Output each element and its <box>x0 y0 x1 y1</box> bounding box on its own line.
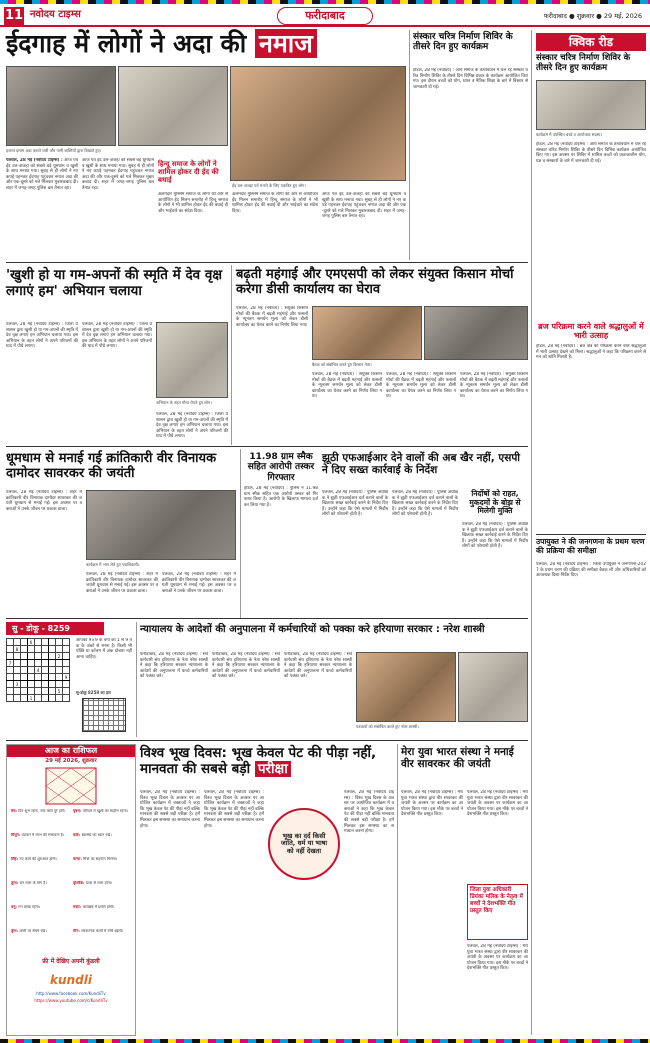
story1-headline-highlight: नमाज <box>255 29 317 58</box>
color-bar <box>0 0 650 4</box>
sudoku-cell[interactable] <box>49 674 56 681</box>
story3-body: पलवल, 28 मई (नवोदय टाइम्स) : जिला प्रशासन द्वारा खुशी हो या गम-अपनों की स्मृति में देव वृक्ष लगाएं हम अभियान चलाया गया। इस अभियान के तहत लोगों ने अपने परिजनों की याद में पौधे लगाए। <box>6 322 78 350</box>
photo-savarkar-event <box>86 490 236 560</box>
sudoku-cell[interactable] <box>28 674 35 681</box>
kundli-ad-title: फ्री में देखिए अपनी कुंडली <box>42 958 100 965</box>
sudoku-cell[interactable] <box>42 688 49 695</box>
sudoku-cell[interactable] <box>56 646 63 653</box>
story6-headline: 11.98 ग्राम स्मैक सहित आरोपी तस्कर गिरफ्तार <box>247 452 315 483</box>
story1-caption-2: ईद उल-अजहा पर्व मनाने के लिए एकत्रित हुए लोग। <box>232 183 306 188</box>
story6-body: होडल, 28 मई (नवोदय) : पुलिस ने 11.98 ग्राम स्मैक सहित एक आरोपी तस्कर को गिरफ्तार किया है। आरोपी के खिलाफ मामला दर्ज कर लिया गया है। <box>244 486 318 508</box>
horoscope-sign-text: नए कार्य की शुरुआत होगी। <box>19 857 57 861</box>
sudoku-cell[interactable] <box>28 667 35 674</box>
story4-body-col4: पलवल, 28 मई (नवोदय) : संयुक्त किसान मोर्चा की बैठक में बढ़ती महंगाई और फसलों के न्यूनतम समर्थन मूल्य को लेकर डीसी कार्यालय का घेराव करने का निर्णय लिया गया। <box>460 372 528 400</box>
horoscope-sign <box>11 833 69 855</box>
horoscope-sign-name: मिथुन: <box>11 833 22 837</box>
story4-caption: बैठक को संबोधित करते हुए किसान नेता। <box>312 362 372 367</box>
sudoku-cell[interactable] <box>42 681 49 688</box>
story4-headline-text: बढ़ती महंगाई और एमएसपी को लेकर संयुक्त किसान मोर्चा करेगा डीसी कार्यालय का घेराव <box>236 267 514 297</box>
sudoku-cell[interactable] <box>21 660 28 667</box>
sudoku-cell[interactable] <box>21 681 28 688</box>
horoscope-sign-name: कर्क: <box>73 833 82 837</box>
kundli-ad-logo <box>11 969 131 989</box>
sudoku-cell[interactable] <box>56 681 63 688</box>
divider <box>397 744 398 1036</box>
sudoku-cell[interactable] <box>28 653 35 660</box>
sudoku-cell[interactable]: 8 <box>14 646 21 653</box>
story2-headline: संस्कार चरित्र निर्माण शिविर के तीसरे दिन हुए कार्यक्रम <box>413 32 513 53</box>
quick-read-caption: कार्यक्रम में उपस्थित बच्चे व आयोजक सदस्य। <box>536 132 602 137</box>
sudoku-cell[interactable] <box>28 660 35 667</box>
sudoku-cell[interactable] <box>42 653 49 660</box>
sudoku-cell[interactable] <box>7 688 14 695</box>
kundli-ad-brand: kundli <box>50 973 92 987</box>
divider <box>136 622 137 737</box>
sudoku-cell[interactable] <box>28 681 35 688</box>
horoscope-sign-text: मित्रों का सहयोग मिलेगा। <box>83 857 118 861</box>
story3-caption: अभियान के तहत पौधा रोपते हुए लोग। <box>156 400 212 405</box>
story7-body-col2: पलवल, 28 मई (नवोदय) : पुलिस अधीक्षक ने झूठी एफआईआर दर्ज कराने वालों के खिलाफ सख्त कार्रवाई करने के निर्देश दिए हैं। उन्होंने कहा कि ऐसे मामलों में निर्दोष लोगों को परेशानी होती है। <box>392 490 458 518</box>
horoscope-kundli-chart <box>45 767 97 805</box>
story10-body-col3: पलवल, 28 मई (नवोदय टाइम्स) : मेरा युवा भारत संस्था द्वारा वीर सावरकर की जयंती के अवसर पर कार्यक्रम का आयोजन किया गया। इस मौके पर बच्चों ने देशभक्ति गीत प्रस्तुत किए। <box>467 944 528 972</box>
sudoku-cell[interactable] <box>35 653 42 660</box>
horoscope-sign-name: वृषभ: <box>73 809 83 813</box>
sudoku-cell[interactable]: 5 <box>56 688 63 695</box>
sudoku-cell[interactable] <box>63 681 70 688</box>
story9-body-col3: पलवल, 28 मई (नवोदय टाइम्स) : विश्व भूख दिवस के अवसर पर आयोजित कार्यक्रम में वक्ताओं ने कहा कि भूख केवल पेट की पीड़ा नहीं बल्कि मानवता की सबसे बड़ी परीक्षा है। हमें मिलकर इस समस्या का समाधान करना होगा। <box>344 790 394 835</box>
story9-headline-main: विश्व भूख दिवस: भूख केवल पेट की पीड़ा नहीं, मानवता की सबसे बड़ी <box>140 745 377 777</box>
horoscope-sign-text: व्यापार में लाभ की संभावना है। <box>21 833 65 837</box>
story10-highlight-box <box>467 884 528 940</box>
horoscope-sign-text: वाणी पर संयम रखें। <box>19 929 47 933</box>
sudoku-cell[interactable] <box>49 695 56 702</box>
photo-idgah-1 <box>6 66 116 146</box>
horoscope-sign-text: रचनात्मक कार्यों में रुचि बढ़ेगी। <box>81 929 124 933</box>
sudoku-cell[interactable] <box>21 639 28 646</box>
sudoku-cell[interactable] <box>7 695 14 702</box>
kundli-ad-youtube[interactable]: https://www.youtube.com/c/KundliTv <box>34 998 108 1003</box>
paper-name: नवोदय टाइम्स <box>30 9 81 20</box>
sudoku-cell[interactable] <box>42 695 49 702</box>
horoscope-sign <box>73 905 131 927</box>
dateline: फरीदाबाद ● शुक्रवार ● 29 मई, 2026 <box>543 12 642 20</box>
horoscope-sign <box>11 929 69 951</box>
sudoku-cell[interactable] <box>56 660 63 667</box>
sudoku-cell[interactable] <box>49 639 56 646</box>
sudoku-cell[interactable] <box>21 646 28 653</box>
sudoku-cell[interactable] <box>56 667 63 674</box>
sudoku-cell[interactable] <box>49 667 56 674</box>
sudoku-cell[interactable] <box>14 653 21 660</box>
story5-body: पलवल, 28 मई (नवोदय टाइम्स) : शहर में क्रांतिकारी वीर विनायक दामोदर सावरकर की जयंती धूमधाम से मनाई गई। इस अवसर पर वक्ताओं ने उनके जीवन पर प्रकाश डाला। <box>6 490 82 512</box>
horoscope-sign <box>73 833 131 855</box>
horoscope-sign <box>11 905 69 927</box>
horoscope-sign-name: कन्या: <box>73 857 84 861</box>
photo-naresh-shastri <box>356 652 456 722</box>
photo-kisan-meeting <box>312 306 422 360</box>
sudoku-cell[interactable] <box>35 646 42 653</box>
story5-headline: धूमधाम से मनाई गई क्रांतिकारी वीर विनायक दामोदर सावरकर की जयंती <box>6 451 217 481</box>
sudoku-cell[interactable] <box>42 674 49 681</box>
sudoku-cell[interactable] <box>7 681 14 688</box>
sudoku-solution-grid <box>82 698 126 732</box>
story8-body: फरीदाबाद, 28 मई (नवोदय टाइम्स) : सर्व कर्मचारी संघ हरियाणा के नेता नरेश शास्त्री ने कहा कि हरियाणा सरकार न्यायालय के आदेशों की अनुपालना में कच्चे कर्मचारियों को पक्का करे। <box>140 652 208 680</box>
horoscope-sign-name: सिंह: <box>11 857 20 861</box>
sudoku-cell[interactable] <box>49 688 56 695</box>
sudoku-cell[interactable] <box>63 646 70 653</box>
sudoku-cell[interactable] <box>21 667 28 674</box>
sudoku-cell[interactable] <box>7 639 14 646</box>
horoscope-sign <box>73 929 131 951</box>
horoscope-sign-name: तुला: <box>11 881 20 885</box>
sudoku-cell[interactable] <box>63 639 70 646</box>
sudoku-cell[interactable]: 3 <box>14 681 21 688</box>
masthead <box>0 5 650 27</box>
horoscope-sign-name: कुंभ: <box>11 929 20 933</box>
horoscope-sign-name: वृश्चिक: <box>73 881 86 885</box>
horoscope-sign-text: मन प्रसन्न रहेगा। <box>18 905 41 909</box>
story1-body-text: आज पर्व ईद उल-अजहा को सबसे बड़े धूमधाम व खुशी के साथ मनाया गया। सुबह से ही लोगों ने नए कपड़े पहनकर ईदगाह पहुंचकर नमाज अदा की और एक-दूसरे को गले मिलकर मुबारकबाद दी। शहर में जगह-जगह पुलिस बल तैनात रहा। <box>6 158 78 191</box>
story4-body-col3: पलवल, 28 मई (नवोदय) : संयुक्त किसान मोर्चा की बैठक में बढ़ती महंगाई और फसलों के न्यूनतम समर्थन मूल्य को लेकर डीसी कार्यालय का घेराव करने का निर्णय लिया गया। <box>386 372 456 400</box>
story1-body-col3: अलमदार मुस्लिम समाज के लोगों की ओर से आयोजित ईद मिलन समारोह में हिन्दू समाज के लोगों ने भी शामिल होकर ईद की बधाई दी और भाईचारे का संदेश दिया। <box>232 192 318 214</box>
story9-body-col2: पलवल, 28 मई (नवोदय टाइम्स) : विश्व भूख दिवस के अवसर पर आयोजित कार्यक्रम में वक्ताओं ने कहा कि भूख केवल पेट की पीड़ा नहीं बल्कि मानवता की सबसे बड़ी परीक्षा है। हमें मिलकर इस समस्या का समाधान करना होगा। <box>204 790 264 829</box>
sudoku-cell[interactable] <box>21 674 28 681</box>
sudoku-cell[interactable] <box>21 653 28 660</box>
sudoku-cell[interactable] <box>63 660 70 667</box>
sudoku-cell[interactable] <box>7 674 14 681</box>
photo-idgah-2 <box>118 66 228 146</box>
sudoku-cell[interactable] <box>63 653 70 660</box>
divider <box>6 446 528 447</box>
photo-plantation <box>156 322 228 398</box>
sudoku-cell[interactable] <box>35 639 42 646</box>
divider <box>6 740 528 741</box>
story7-subhead: निर्दोषों को राहत, मुकदमों के बोझ से मिलेगी मुक्ति <box>469 489 521 516</box>
horoscope-sign <box>73 809 131 831</box>
story8-headline: न्यायालय के आदेशों की अनुपालना में कर्मचारियों को पक्का करे हरियाणा सरकार : नरेश शास्त्री <box>140 624 485 635</box>
sudoku-cell[interactable] <box>49 660 56 667</box>
horoscope-sign-text: दिन शुभ रहेगा, रुके कार्य पूरे होंगे। <box>18 809 66 813</box>
sudoku-cell[interactable] <box>63 688 70 695</box>
story3-body-col3: पलवल, 28 मई (नवोदय टाइम्स) : जिला प्रशासन द्वारा खुशी हो या गम-अपनों की स्मृति में देव वृक्ष लगाएं हम अभियान चलाया गया। इस अभियान के तहत लोगों ने अपने परिजनों की याद में पौधे लगाए। <box>156 412 228 440</box>
sudoku-cell[interactable] <box>42 667 49 674</box>
sudoku-instructions: आपको 9×9 के वर्गों को 1 से 9 तक के अंकों से भरना है। किसी भी पंक्ति या कॉलम में अंक दोबारा नहीं आना चाहिए। <box>76 638 132 660</box>
sudoku-cell[interactable] <box>49 681 56 688</box>
sudoku-cell[interactable] <box>7 667 14 674</box>
photo-kisan-meeting-2 <box>424 306 528 360</box>
sudoku-cell[interactable] <box>35 660 42 667</box>
story7-body: पलवल, 28 मई (नवोदय) : पुलिस अधीक्षक ने झूठी एफआईआर दर्ज कराने वालों के खिलाफ सख्त कार्रवाई करने के निर्देश दिए हैं। उन्होंने कहा कि ऐसे मामलों में निर्दोष लोगों को परेशानी होती है। <box>322 490 388 518</box>
page-number: 11 <box>4 8 24 23</box>
divider <box>6 262 528 263</box>
brief2-body: पलवल, 28 मई (नवोदय टाइम्स) : जिला उपायुक्त ने जनगणना-2027 के प्रथम चरण की प्रक्रिया की समीक्षा बैठक ली और अधिकारियों को आवश्यक दिशा-निर्देश दिए। <box>536 562 646 579</box>
divider <box>531 30 532 1035</box>
story5-body-col3: पलवल, 28 मई (नवोदय टाइम्स) : शहर में क्रांतिकारी वीर विनायक दामोदर सावरकर की जयंती धूमधाम से मनाई गई। इस अवसर पर वक्ताओं ने उनके जीवन पर प्रकाश डाला। <box>162 572 236 594</box>
sudoku-cell[interactable] <box>63 667 70 674</box>
story8-body-col2: फरीदाबाद, 28 मई (नवोदय टाइम्स) : सर्व कर्मचारी संघ हरियाणा के नेता नरेश शास्त्री ने कहा कि हरियाणा सरकार न्यायालय के आदेशों की अनुपालना में कच्चे कर्मचारियों को पक्का करे। <box>212 652 280 680</box>
horoscope-sign <box>11 881 69 903</box>
story9-headline <box>140 746 394 777</box>
horoscope-sign <box>73 881 131 903</box>
photo-idgah-3 <box>230 66 406 181</box>
sudoku-cell[interactable] <box>14 674 21 681</box>
quick-read-body: होडल, 28 मई (नवोदय टाइम्स) : आर्य समाज के तत्वावधान में चल रहे संस्कार चरित्र निर्माण शिविर के तीसरे दिन विभिन्न कार्यक्रम आयोजित किए गए। इस अवसर पर शिविर में शामिल बच्चों को प्रातःकालीन योग, यज्ञ व संस्कारों के बारे में जानकारी दी गई। <box>536 142 646 164</box>
quick-read-label: क्विक रीड <box>536 33 646 51</box>
horoscope-sign-text: कार्यक्षेत्र में प्रगति होगी। <box>82 905 115 909</box>
sudoku-cell[interactable] <box>35 695 42 702</box>
sudoku-cell[interactable] <box>21 695 28 702</box>
sudoku-cell[interactable] <box>14 695 21 702</box>
horoscope-date: 29 मई 2026, शुक्रवार <box>45 758 97 764</box>
story4-headline <box>236 268 528 298</box>
kundli-ad-facebook[interactable]: http://www.facebook.com/KundliTv <box>36 991 106 996</box>
horoscope-sign-name: मेष: <box>11 809 19 813</box>
story1-byline: पलवल, 28 मई (नवोदय टाइम्स) : <box>6 158 63 163</box>
sudoku-cell[interactable] <box>14 667 21 674</box>
story2-body: होडल, 28 मई (नवोदय) : आर्य समाज के तत्वावधान में चल रहे संस्कार चरित्र निर्माण शिविर के तीसरे दिन विभिन्न प्रकार के कार्यक्रम आयोजित किए गए। इस दौरान बच्चों को योग, ध्यान व नैतिक शिक्षा के बारे में विस्तार से जानकारी दी गई। <box>413 68 528 90</box>
sudoku-cell[interactable] <box>14 660 21 667</box>
sudoku-cell[interactable] <box>56 695 63 702</box>
brief-headline: ब्रज परिक्रमा करने वाले श्रद्धालुओं में भारी उत्साह <box>538 322 644 341</box>
horoscope-sign-text: परिवार में खुशी का माहौल रहेगा। <box>82 809 129 813</box>
sudoku-cell[interactable] <box>49 646 56 653</box>
story1-body-col4: आज पर्व ईद उल-अजहा को सबसे बड़े धूमधाम व खुशी के साथ मनाया गया। सुबह से ही लोगों ने नए कपड़े पहनकर ईदगाह पहुंचकर नमाज अदा की और एक-दूसरे को गले मिलकर मुबारकबाद दी। शहर में जगह-जगह पुलिस बल तैनात रहा। <box>322 192 406 220</box>
sudoku-cell[interactable] <box>14 639 21 646</box>
sudoku-cell[interactable] <box>7 653 14 660</box>
photo-quick-read <box>536 80 646 130</box>
story7-body-col3: पलवल, 28 मई (नवोदय) : पुलिस अधीक्षक ने झूठी एफआईआर दर्ज कराने वालों के खिलाफ सख्त कार्रवाई करने के निर्देश दिए हैं। उन्होंने कहा कि ऐसे मामलों में निर्दोष लोगों को परेशानी होती है। <box>462 522 528 550</box>
horoscope-box <box>6 744 136 1036</box>
divider <box>6 618 528 619</box>
sudoku-cell[interactable]: 4 <box>35 667 42 674</box>
story8-caption: पत्रकारों को संबोधित करते हुए नरेश शास्त्री। <box>356 724 419 729</box>
quick-read-headline: संस्कार चरित्र निर्माण शिविर के तीसरे दिन हुए कार्यक्रम <box>536 53 631 73</box>
sudoku-cell[interactable] <box>35 688 42 695</box>
story9-pullquote-circle <box>268 808 340 880</box>
sudoku-cell[interactable] <box>35 674 42 681</box>
horoscope-sign-name: मकर: <box>73 905 83 909</box>
sudoku-cell[interactable] <box>28 646 35 653</box>
horoscope-sign-name: मीन: <box>73 929 82 933</box>
color-bar <box>0 1039 650 1043</box>
story1-subhead: हिन्दू समाज के लोगों ने शामिल होकर दी ईद की बधाई <box>158 160 219 185</box>
story1-caption-1: हजरत इमाम अदा कराते धारी और पानी बाल्टियों द्वारा दिखाते हुए। <box>6 148 102 153</box>
sudoku-cell[interactable] <box>56 639 63 646</box>
sudoku-cell[interactable]: 7 <box>7 660 14 667</box>
sudoku-cell[interactable]: 9 <box>63 674 70 681</box>
city-tag: फरीदाबाद <box>277 7 373 25</box>
brief-body: होडल, 28 मई (नवोदय) : ब्रज क्षेत्र की परिक्रमा करने वाले श्रद्धालुओं में भारी उत्साह देखने को मिला। श्रद्धालुओं ने कहा कि परिक्रमा करने से मन को शांति मिलती है। <box>536 344 646 361</box>
sudoku-cell[interactable] <box>56 674 63 681</box>
sudoku-cell[interactable]: 6 <box>28 639 35 646</box>
divider <box>536 534 646 535</box>
sudoku-grid[interactable] <box>6 638 70 702</box>
story8-body-col3: फरीदाबाद, 28 मई (नवोदय टाइम्स) : सर्व कर्मचारी संघ हरियाणा के नेता नरेश शास्त्री ने कहा कि हरियाणा सरकार न्यायालय के आदेशों की अनुपालना में कच्चे कर्मचारियों को पक्का करे। <box>284 652 352 680</box>
horoscope-sign-text: यात्रा से लाभ होगा। <box>85 881 113 885</box>
horoscope-sign-name: धनु: <box>11 905 19 909</box>
sudoku-cell[interactable] <box>42 639 49 646</box>
story4-body-col2: पलवल, 28 मई (नवोदय) : संयुक्त किसान मोर्चा की बैठक में बढ़ती महंगाई और फसलों के न्यूनतम समर्थन मूल्य को लेकर डीसी कार्यालय का घेराव करने का निर्णय लिया गया। <box>312 372 382 400</box>
sudoku-cell[interactable] <box>14 688 21 695</box>
sudoku-cell[interactable]: 2 <box>56 653 63 660</box>
horoscope-sign <box>11 857 69 879</box>
sudoku-cell[interactable] <box>42 660 49 667</box>
divider <box>409 30 410 260</box>
story9-body: पलवल, 28 मई (नवोदय टाइम्स) : विश्व भूख दिवस के अवसर पर आयोजित कार्यक्रम में वक्ताओं ने कहा कि भूख केवल पेट की पीड़ा नहीं बल्कि मानवता की सबसे बड़ी परीक्षा है। हमें मिलकर इस समस्या का समाधान करना होगा। <box>140 790 200 829</box>
brief2-headline: उपायुक्त ने की जनगणना के प्रथम चरण की प्रक्रिया की समीक्षा <box>536 537 645 555</box>
sudoku-cell[interactable] <box>21 688 28 695</box>
sudoku-cell[interactable] <box>49 653 56 660</box>
story10-body: पलवल, 28 मई (नवोदय टाइम्स) : मेरा युवा भारत संस्था द्वारा वीर सावरकर की जयंती के अवसर पर कार्यक्रम का आयोजन किया गया। इस मौके पर बच्चों ने देशभक्ति गीत प्रस्तुत किए। <box>401 790 463 818</box>
story1-body-col2: आज पर्व ईद उल-अजहा को सबसे बड़े धूमधाम व खुशी के साथ मनाया गया। सुबह से ही लोगों ने नए कपड़े पहनकर ईदगाह पहुंचकर नमाज अदा की और एक-दूसरे को गले मिलकर मुबारकबाद दी। शहर में जगह-जगह पुलिस बल तैनात रहा। <box>82 158 154 191</box>
story3-headline: 'खुशी हो या गम-अपनों की स्मृति में देव वृक्ष लगाएं हम' अभियान चलाया <box>6 267 223 299</box>
story1-headline-main: ईदगाह में लोगों ने अदा की <box>6 29 247 58</box>
story3-body-col2: पलवल, 28 मई (नवोदय टाइम्स) : जिला प्रशासन द्वारा खुशी हो या गम-अपनों की स्मृति में देव वृक्ष लगाएं हम अभियान चलाया गया। इस अभियान के तहत लोगों ने अपने परिजनों की याद में पौधे लगाए। <box>82 322 152 350</box>
horoscope-sign-text: धन लाभ के योग हैं। <box>19 881 47 885</box>
story10-body-col2: पलवल, 28 मई (नवोदय टाइम्स) : मेरा युवा भारत संस्था द्वारा वीर सावरकर की जयंती के अवसर पर कार्यक्रम का आयोजन किया गया। इस मौके पर बच्चों ने देशभक्ति गीत प्रस्तुत किए। <box>467 790 528 818</box>
sudoku-cell[interactable] <box>63 695 70 702</box>
photo-press-conference <box>458 652 528 722</box>
story9-pullquote: भूख का दर्द किसी जाति, धर्म या भाषा को नहीं देखता <box>280 831 328 855</box>
horoscope-sign <box>73 857 131 879</box>
sudoku-cell[interactable] <box>35 681 42 688</box>
divider <box>240 449 241 619</box>
story7-headline: झूठी एफआईआर देने वालों की अब खैर नहीं, एसपी ने दिए सख्त कार्रवाई के निर्देश <box>322 452 520 477</box>
story9-headline-highlight: परीक्षा <box>255 761 291 777</box>
story1-headline <box>6 30 406 59</box>
horoscope-label: आज का राशिफल <box>7 745 135 757</box>
sudoku-cell[interactable] <box>28 688 35 695</box>
sudoku-cell[interactable] <box>7 646 14 653</box>
story5-caption: कार्यक्रम में भाग लेते हुए पदाधिकारी। <box>86 562 140 567</box>
divider <box>231 265 232 445</box>
horoscope-sign <box>11 809 69 831</box>
story10-headline: मेरा युवा भारत संस्था ने मनाई वीर सावरकर की जयंती <box>401 746 514 771</box>
sudoku-solution-label: सु-डोकू 8258 का हल <box>76 690 111 695</box>
story1-body <box>6 158 78 258</box>
horoscope-sign-text: स्वास्थ्य का ध्यान रखें। <box>81 833 112 837</box>
story5-body-col2: पलवल, 28 मई (नवोदय टाइम्स) : शहर में क्रांतिकारी वीर विनायक दामोदर सावरकर की जयंती धूमधाम से मनाई गई। इस अवसर पर वक्ताओं ने उनके जीवन पर प्रकाश डाला। <box>86 572 158 594</box>
sudoku-label: सु - डोकू - 8259 <box>6 622 104 635</box>
story1-sub-body: अलमदार मुस्लिम समाज के लोगों की ओर से आयोजित ईद मिलन समारोह में हिन्दू समाज के लोगों ने भी शामिल होकर ईद की बधाई दी और भाईचारे का संदेश दिया। <box>158 192 228 214</box>
story4-body: पलवल, 28 मई (नवोदय) : संयुक्त किसान मोर्चा की बैठक में बढ़ती महंगाई और फसलों के न्यूनतम समर्थन मूल्य को लेकर डीसी कार्यालय का घेराव करने का निर्णय लिया गया। <box>236 306 308 328</box>
story10-highlight: जिला युवा अधिकारी प्रियंका मलिक के नेतृत्व में बच्चों ने देशभक्ति गीत प्रस्तुत किए <box>470 887 523 914</box>
sudoku-cell[interactable]: 1 <box>28 695 35 702</box>
sudoku-cell[interactable] <box>42 646 49 653</box>
